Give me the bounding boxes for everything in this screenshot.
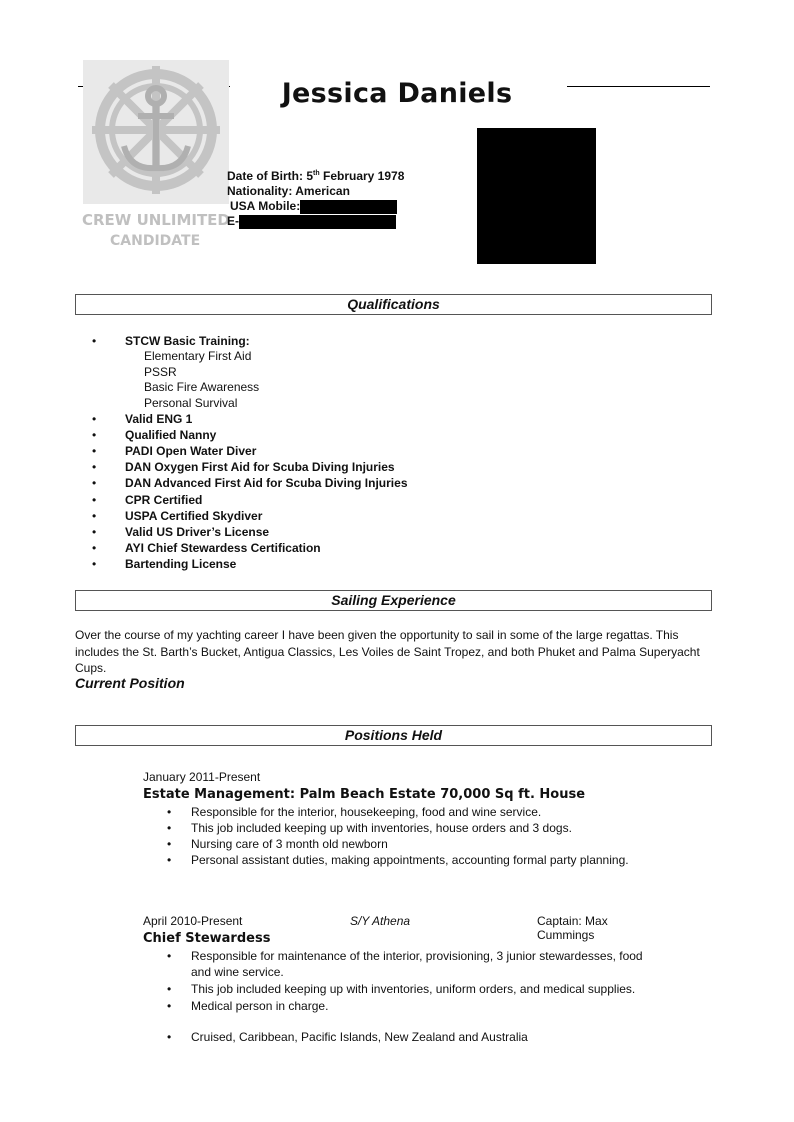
qualifications-list bbox=[75, 333, 715, 572]
bullet-icon: • bbox=[167, 999, 172, 1013]
personal-info bbox=[227, 166, 404, 229]
logo-line1: CREW UNLIMITED bbox=[82, 211, 230, 229]
stcw-sub-item: Elementary First Aid bbox=[144, 349, 252, 364]
list-item bbox=[75, 556, 715, 572]
section-positions-held: Positions Held bbox=[75, 725, 712, 746]
bullet-icon: • bbox=[167, 949, 172, 963]
email-line bbox=[227, 214, 404, 229]
nationality-line bbox=[227, 184, 404, 199]
bullet-icon: • bbox=[92, 556, 97, 571]
stcw-sub-item: Basic Fire Awareness bbox=[144, 380, 260, 395]
duty-text: This job included keeping up with inventories, house orders and 3 dogs. bbox=[191, 821, 572, 835]
list-item bbox=[143, 852, 703, 868]
bullet-icon: • bbox=[92, 476, 97, 491]
job-title: Chief Stewardess bbox=[143, 931, 271, 946]
list-item bbox=[75, 508, 715, 524]
job-captain: Captain: Max Cummings bbox=[537, 914, 608, 942]
logo-line2: CANDIDATE bbox=[110, 233, 201, 249]
dob-label: Date of Birth: bbox=[227, 169, 303, 183]
list-item bbox=[75, 475, 715, 491]
job-title: Estate Management: Palm Beach Estate 70,000 Sq ft. House bbox=[143, 787, 586, 802]
bullet-icon: • bbox=[92, 540, 97, 555]
qualification-text: AYI Chief Stewardess Certification bbox=[125, 540, 321, 555]
section-sailing-experience: Sailing Experience bbox=[75, 590, 712, 611]
bullet-icon: • bbox=[167, 853, 172, 867]
qualification-text: Qualified Nanny bbox=[125, 428, 217, 443]
list-item bbox=[75, 524, 715, 540]
qualification-text: DAN Oxygen First Aid for Scuba Diving Injuries bbox=[125, 460, 395, 475]
current-position-heading: Current Position bbox=[75, 675, 185, 691]
bullet-icon: • bbox=[167, 982, 172, 996]
dob-line bbox=[227, 166, 404, 184]
bullet-icon: • bbox=[92, 334, 97, 348]
list-item bbox=[75, 459, 715, 475]
candidate-name: Jessica Daniels bbox=[281, 78, 513, 109]
list-item bbox=[75, 492, 715, 508]
list-item bbox=[143, 1029, 663, 1045]
job-vessel: S/Y Athena bbox=[350, 914, 411, 928]
mobile-label: USA Mobile: bbox=[230, 199, 301, 213]
list-item bbox=[143, 820, 703, 836]
job-date: January 2011-Present bbox=[143, 770, 261, 784]
bullet-icon: • bbox=[167, 837, 172, 851]
qualification-text: Valid ENG 1 bbox=[125, 412, 193, 427]
list-item bbox=[143, 804, 703, 820]
list-item bbox=[75, 427, 715, 443]
dob-value: February 1978 bbox=[322, 169, 405, 183]
bullet-icon: • bbox=[167, 821, 172, 835]
qualification-text: Bartending License bbox=[125, 556, 237, 571]
bullet-icon: • bbox=[92, 524, 97, 539]
redacted-phone bbox=[300, 200, 397, 214]
duty-text: Personal assistant duties, making appointments, accounting formal party planning. bbox=[191, 853, 629, 867]
stcw-label: STCW Basic Training: bbox=[125, 334, 250, 348]
list-item bbox=[75, 411, 715, 427]
job-entry bbox=[143, 770, 703, 868]
job-date: April 2010-Present bbox=[143, 914, 243, 928]
bullet-icon: • bbox=[92, 460, 97, 475]
email-label: E- bbox=[227, 214, 239, 228]
dob-suffix: th bbox=[313, 170, 320, 177]
list-item bbox=[75, 443, 715, 459]
qualification-text: Valid US Driver’s License bbox=[125, 524, 270, 539]
nationality-label: Nationality: bbox=[227, 184, 293, 198]
list-item bbox=[75, 333, 715, 411]
list-item bbox=[143, 948, 663, 980]
qualification-text: USPA Certified Skydiver bbox=[125, 508, 263, 523]
redacted-photo bbox=[477, 128, 596, 264]
list-item bbox=[143, 836, 703, 852]
sailing-paragraph: Over the course of my yachting career I have been given the opportunity to sail in some of the large regattas. This includes the St. Barth’s Bucket, Antigua Classics, Les Voiles de Saint Tropez, and both Phuket and Palma Superyacht Cups. bbox=[75, 628, 700, 675]
bullet-icon: • bbox=[92, 444, 97, 459]
qualification-text: PADI Open Water Diver bbox=[125, 444, 257, 459]
bullet-icon: • bbox=[167, 1030, 172, 1044]
redacted-email bbox=[239, 215, 396, 229]
qualification-text: CPR Certified bbox=[125, 492, 203, 507]
job-entry bbox=[143, 914, 663, 1045]
mobile-line bbox=[227, 199, 404, 214]
stcw-sub-item: Personal Survival bbox=[144, 395, 238, 410]
stcw-sub-item: PSSR bbox=[144, 364, 177, 379]
duty-text: Medical person in charge. bbox=[191, 999, 329, 1013]
bullet-icon: • bbox=[167, 805, 172, 819]
bullet-icon: • bbox=[92, 428, 97, 443]
list-item bbox=[143, 981, 663, 997]
duty-text: This job included keeping up with inventories, uniform orders, and medical supplies. bbox=[191, 982, 636, 996]
list-item bbox=[143, 998, 663, 1014]
section-qualifications: Qualifications bbox=[75, 294, 712, 315]
duty-text: Cruised, Caribbean, Pacific Islands, New Zealand and Australia bbox=[191, 1030, 528, 1044]
bullet-icon: • bbox=[92, 508, 97, 523]
duty-text: Responsible for the interior, housekeeping, food and wine service. bbox=[191, 805, 542, 819]
duty-text: Nursing care of 3 month old newborn bbox=[191, 837, 388, 851]
qualification-text: DAN Advanced First Aid for Scuba Diving Injuries bbox=[125, 476, 408, 491]
dob-day: 5 bbox=[306, 169, 314, 183]
bullet-icon: • bbox=[92, 412, 97, 427]
duty-text: Responsible for maintenance of the interior, provisioning, 3 junior stewardesses, food and wine service. bbox=[191, 949, 643, 979]
nationality-value: American bbox=[295, 184, 350, 198]
list-item bbox=[75, 540, 715, 556]
bullet-icon: • bbox=[92, 492, 97, 507]
